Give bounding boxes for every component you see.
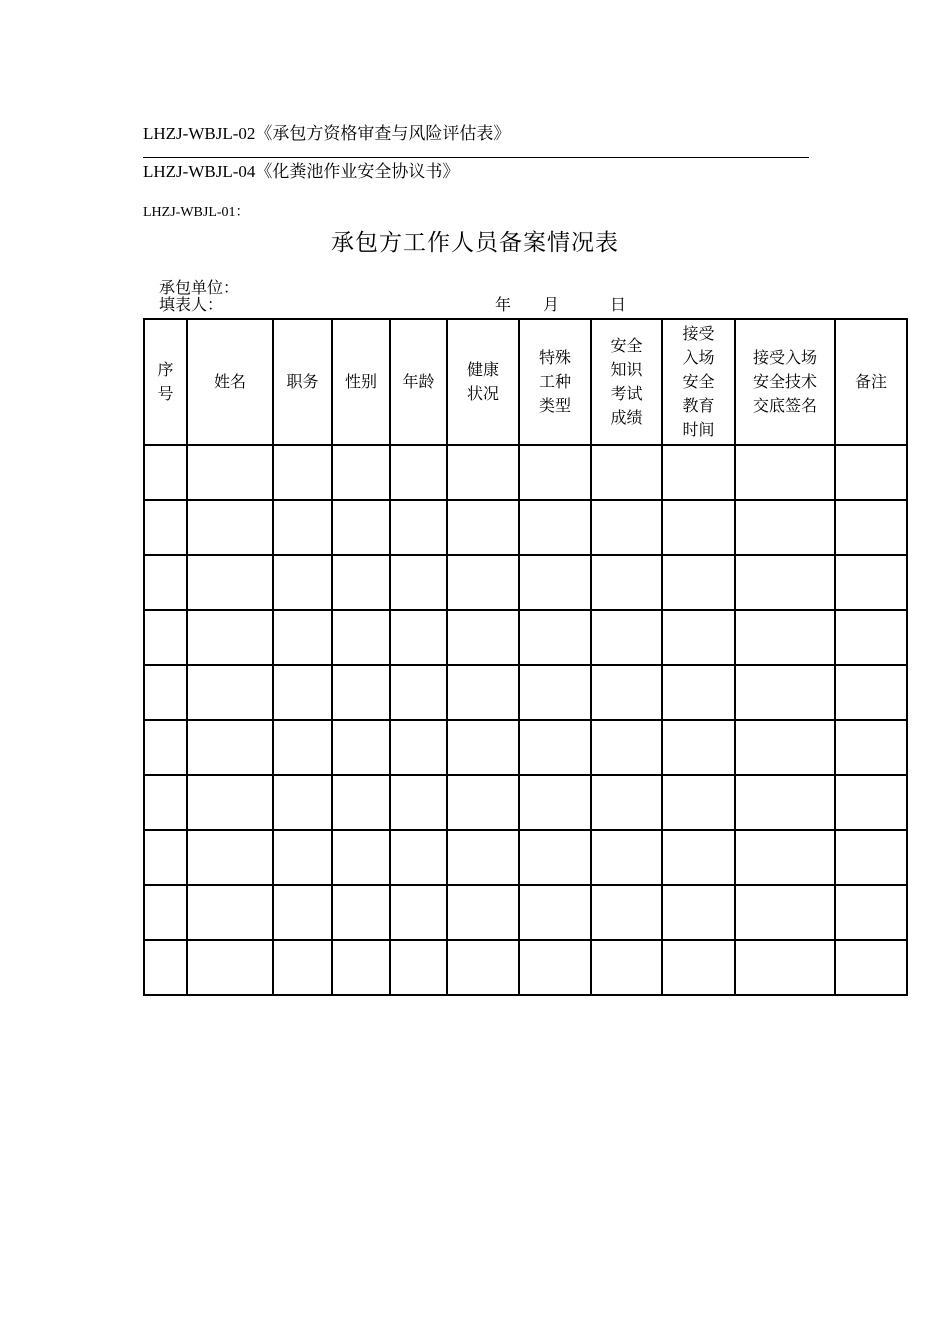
column-header-line: 知识 [610,360,643,379]
table-row [144,830,907,885]
column-header-line: 接受 [682,324,715,343]
column-header-gender [332,319,390,445]
column-header-line: 入场 [682,348,715,367]
table-cell[interactable] [662,610,735,665]
table-cell[interactable] [187,665,273,720]
column-header-position [273,319,332,445]
table-cell[interactable] [447,885,519,940]
column-header-line: 健康 [466,360,499,379]
table-row [144,885,907,940]
column-header-line: 接受入场 [752,348,817,367]
table-cell[interactable] [447,940,519,995]
column-header-safety-exam-score [591,319,662,445]
table-cell[interactable] [835,775,907,830]
table-cell[interactable] [835,665,907,720]
column-header-line: 时间 [682,420,715,439]
table-row [144,555,907,610]
table-cell[interactable] [735,940,835,995]
table-cell[interactable] [835,555,907,610]
table-cell[interactable] [662,885,735,940]
table-cell[interactable] [144,940,187,995]
column-header-line: 性别 [344,372,377,391]
table-cell[interactable] [591,665,662,720]
table-cell[interactable] [332,555,390,610]
table-cell[interactable] [519,445,591,500]
table-cell[interactable] [735,720,835,775]
table-cell[interactable] [390,610,447,665]
table-cell[interactable] [835,720,907,775]
table-cell[interactable] [273,830,332,885]
column-header-line: 交底签名 [752,396,817,415]
table-cell[interactable] [390,665,447,720]
table-cell[interactable] [519,885,591,940]
column-header-line: 特殊 [538,348,571,367]
personnel-record-table [143,318,908,996]
reference-form-02: LHZJ-WBJL-02《承包方资格审查与风险评估表》 [143,124,511,143]
table-cell[interactable] [835,885,907,940]
column-header-line: 类型 [538,396,571,415]
table-header-row [144,319,907,445]
table-cell[interactable] [144,775,187,830]
table-cell[interactable] [447,775,519,830]
column-header-line: 序 [157,360,174,379]
table-row [144,665,907,720]
column-header-health-status [447,319,519,445]
table-cell[interactable] [390,500,447,555]
table-cell[interactable] [735,500,835,555]
column-header-line: 安全 [610,336,643,355]
table-cell[interactable] [662,555,735,610]
table-row [144,775,907,830]
table-cell[interactable] [390,445,447,500]
table-cell[interactable] [390,555,447,610]
table-cell[interactable] [332,830,390,885]
column-header-line: 备注 [854,372,887,391]
table-cell[interactable] [662,665,735,720]
table-cell[interactable] [187,720,273,775]
table-cell[interactable] [144,555,187,610]
table-cell[interactable] [835,445,907,500]
table-cell[interactable] [735,555,835,610]
table-cell[interactable] [332,940,390,995]
table-cell[interactable] [591,775,662,830]
table-body [144,445,907,995]
column-header-line: 工种 [538,372,571,391]
table-cell[interactable] [662,500,735,555]
table-cell[interactable] [735,610,835,665]
table-cell[interactable] [735,445,835,500]
table-cell[interactable] [591,555,662,610]
table-cell[interactable] [591,610,662,665]
table-cell[interactable] [144,830,187,885]
table-row [144,940,907,995]
column-header-serial-number [144,319,187,445]
column-header-remarks [835,319,907,445]
table-cell[interactable] [662,940,735,995]
date-day-label: 日 [610,295,627,314]
table-row [144,720,907,775]
table-cell[interactable] [273,940,332,995]
table-cell[interactable] [735,830,835,885]
table-cell[interactable] [273,665,332,720]
divider-line [143,157,809,158]
table-cell[interactable] [591,445,662,500]
column-header-name [187,319,273,445]
table-cell[interactable] [273,720,332,775]
table-cell[interactable] [591,720,662,775]
table-cell[interactable] [273,775,332,830]
date-year-label: 年 [495,295,512,314]
table-cell[interactable] [144,885,187,940]
table-cell[interactable] [447,445,519,500]
table-cell[interactable] [187,500,273,555]
table-cell[interactable] [591,940,662,995]
column-header-age [390,319,447,445]
table-cell[interactable] [390,830,447,885]
table-cell[interactable] [273,445,332,500]
table-cell[interactable] [273,500,332,555]
column-header-line: 号 [157,384,174,403]
table-row [144,500,907,555]
table-cell[interactable] [735,775,835,830]
table-cell[interactable] [591,885,662,940]
table-cell[interactable] [187,830,273,885]
table-cell[interactable] [144,500,187,555]
table-cell[interactable] [390,885,447,940]
column-header-line: 教育 [682,396,715,415]
table-cell[interactable] [735,665,835,720]
table-cell[interactable] [591,830,662,885]
table-cell[interactable] [144,720,187,775]
table-cell[interactable] [187,555,273,610]
form-code: LHZJ-WBJL-01： [143,205,250,220]
column-header-line: 成绩 [610,408,643,427]
table-cell[interactable] [187,610,273,665]
table-cell[interactable] [144,610,187,665]
table-cell[interactable] [332,665,390,720]
table-cell[interactable] [273,610,332,665]
table-cell[interactable] [447,610,519,665]
contractor-unit-label: 承包单位： [159,278,240,297]
table-cell[interactable] [447,665,519,720]
table-cell[interactable] [519,555,591,610]
table-cell[interactable] [447,830,519,885]
column-header-line: 安全技术 [752,372,817,391]
table-cell[interactable] [519,830,591,885]
column-header-safety-education-time [662,319,735,445]
table-cell[interactable] [187,940,273,995]
date-month-label: 月 [543,295,560,314]
table-cell[interactable] [187,445,273,500]
column-header-safety-briefing-signature [735,319,835,445]
table-cell[interactable] [835,830,907,885]
table-cell[interactable] [662,720,735,775]
table-cell[interactable] [519,775,591,830]
table-cell[interactable] [835,610,907,665]
table-cell[interactable] [332,500,390,555]
table-row [144,610,907,665]
table-cell[interactable] [332,775,390,830]
column-header-special-work-type [519,319,591,445]
table-cell[interactable] [332,885,390,940]
table-cell[interactable] [519,610,591,665]
reference-form-04: LHZJ-WBJL-04《化粪池作业安全协议书》 [143,162,460,181]
column-header-line: 姓名 [213,372,246,391]
column-header-line: 职务 [286,372,319,391]
table-cell[interactable] [735,885,835,940]
table-cell[interactable] [390,940,447,995]
table-cell[interactable] [187,775,273,830]
column-header-line: 年龄 [402,372,435,391]
table-cell[interactable] [187,885,273,940]
column-header-line: 状况 [466,384,499,403]
column-header-line: 考试 [610,384,643,403]
table-cell[interactable] [662,830,735,885]
table-cell[interactable] [835,500,907,555]
table-cell[interactable] [390,720,447,775]
table-cell[interactable] [332,610,390,665]
table-cell[interactable] [662,445,735,500]
table-row [144,445,907,500]
table-cell[interactable] [144,665,187,720]
table-cell[interactable] [332,445,390,500]
table-cell[interactable] [662,775,735,830]
table-cell[interactable] [519,665,591,720]
filler-label: 填表人： [159,295,224,314]
table-cell[interactable] [591,500,662,555]
table-cell[interactable] [390,775,447,830]
table-cell[interactable] [332,720,390,775]
table-cell[interactable] [273,555,332,610]
table-cell[interactable] [835,940,907,995]
column-header-line: 安全 [682,372,715,391]
table-cell[interactable] [519,500,591,555]
table-cell[interactable] [447,720,519,775]
table-cell[interactable] [519,720,591,775]
table-cell[interactable] [273,885,332,940]
table-cell[interactable] [519,940,591,995]
table-cell[interactable] [447,500,519,555]
table-cell[interactable] [144,445,187,500]
table-cell[interactable] [447,555,519,610]
form-title: 承包方工作人员备案情况表 [331,230,619,256]
